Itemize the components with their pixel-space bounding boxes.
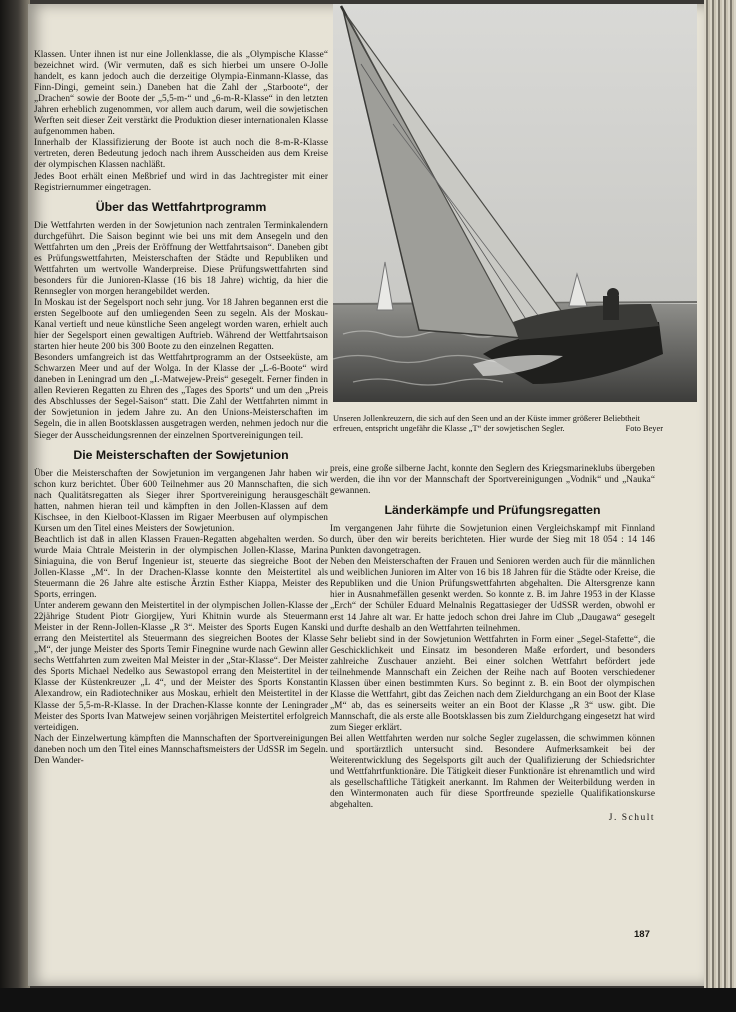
paragraph: Neben den Meisterschaften der Frauen und Senioren werden auch für die männlichen und weiblichen Junioren im Alter von 16 bis 18 Jahren für die Städte oder Kreise, die Republiken und die Union Prüfungswettfahrten abgehalten. Die Altersgrenze kann hier in Ausnahmefällen gesenkt werden. So konnte z. B. im Jahre 1953 in der Klasse „Erch“ der Schüler Eduard Melnalnis Regattasieger der UdSSR werden, obwohl er erst 14 Jahre alt war. Er hatte jedoch schon drei Jahre im Club „Daugawa“ gesegelt und durfte deshalb an den Wettfahrten teilnehmen.: [330, 557, 655, 634]
paragraph: Beachtlich ist daß in allen Klassen Frauen-Regatten abgehalten werden. So wurde Maia Chtrale Meisterin in der olympischen Jollen-Klasse, Marina Siniaguina, die von Beruf Ingenieur ist, steuerte das siegreiche Boot der Jollen-Klasse „M“. In der Drachen-Klasse konnte den Meistertitel als Steuermann die 26 Jahre alte estische Ärztin Esther Kiappa, Meister des Sports, erringen.: [34, 534, 328, 601]
caption-text: Unseren Jollenkreuzern, die sich auf den Seen und an der Küste immer größerer Beliebtheit erfreuen, entspricht ungefähr die Klasse „T“ der sowjetischen Segler.: [333, 414, 640, 434]
scan-binding-shadow: [0, 0, 30, 1012]
page-number: 187: [634, 929, 650, 940]
paragraph: Innerhalb der Klassifizierung der Boote ist auch noch die 8-m-R-Klasse vertreten, deren Bedeutung jedoch nach ihrem Ausscheiden aus dem Kreise der olympischen Klassen nachläßt.: [34, 138, 328, 171]
author-signature: J. Schult: [608, 813, 655, 824]
paragraph: Nach der Einzelwertung kämpften die Mannschaften der Sportvereinigungen daneben noch um den Titel eines Mannschaftsmeisters der UdSSR im Segeln. Den Wander-: [34, 733, 328, 766]
paragraph: Im vergangenen Jahr führte die Sowjetunion einen Vergleichskampf mit Finnland durch, über den wir bereits berichteten. Hier wurde der Sieg mit 18 054 : 14 146 Punkten davongetragen.: [330, 524, 655, 557]
paragraph: Sehr beliebt sind in der Sowjetunion Wettfahrten in Form einer „Segel-Stafette“, die Geschicklichkeit und Einsatz im besonderen Maße erfordert, und besonders zahlreiche Zuschauer anzieht. Bei einer solchen Wettfahrt befördert jede teilnehmende Mannschaft ein Zeichen der Reihe nach auf Booten verschiedener Klassen über einen bestimmten Kurs. So beginnt z. B. ein Boot der olympischen Klasse die Wettfahrt, gibt das Zeichen nach dem Zieldurchgang an ein Boot der Klase „M“ ab, das es seinerseits weiter an ein Boot der Klasse „R 3“ usw. gibt. Die Mannschaft, die als erste alle Bootsklassen bis zum Zieldurchgang eingesetzt hat wird zum Sieger erklärt.: [330, 634, 655, 733]
section-heading: Über das Wettfahrtprogramm: [95, 199, 267, 214]
section-heading: Länderkämpfe und Prüfungsregatten: [384, 503, 601, 518]
paragraph: Besonders umfangreich ist das Wettfahrtprogramm an der Ostseeküste, am Schwarzen Meer und auf der Wolga. In der Klasse der „L-6-Boote“ wird daneben in Leningrad um den „I.-Matwejew-Preis“ gesegelt. Ferner finden in allen Revieren Regatten zu Ehren des „Tages des Sports“ und um den „Preis des Abschlusses der Segel-Saison“ statt. Die Zahl der Wettfahrten nimmt in der Sowjetunion in jedem Jahre zu. An den Unions-Meisterschaften im Segeln, die in allen Bootsklassen ausgetragen werden, nehmen jedoch nur die Sieger der Ausscheidungsrennen der einzelnen Sportvereinigungen teil.: [34, 353, 328, 441]
paragraph: Über die Meisterschaften der Sowjetunion im vergangenen Jahr haben wir schon kurz berichtet. Über 600 Teilnehmer aus 20 Mannschaften, die sich nach Qualitätsregatten als Sieger ihrer Sportvereinigung herausgeschält hatten, nahmen hieran teil und kämpften in den Jollen-Klassen auf dem Kischsee, in den Kielboot-Klassen im Rigaer Meerbusen auf olympischen Kursen um den Titel eines Meisters der Sowjetunion.: [34, 468, 328, 534]
photo-caption: [333, 414, 663, 435]
right-column: [330, 464, 655, 823]
paragraph: Bei allen Wettfahrten werden nur solche Segler zugelassen, die schwimmen können und sportärztlich untersucht sind. Besondere Aufmerksamkeit bei der Weiterentwicklung des Segelsports gilt auch der Qualifizierung der Schiedsrichter und Wettfahrtfunktionäre. Die Tätigkeit dieser Funktionäre ist ehrenamtlich und wird als gesellschaftliche Tätigkeit anerkannt. Im Rahmen der Weiterbildung werden in den Wintermonaten auch für diese Sportfreunde spezielle Qualifikationskurse abgehalten.: [330, 734, 655, 811]
scan-page-edges: [704, 0, 736, 988]
left-column: [34, 50, 328, 767]
paragraph: Jedes Boot erhält einen Meßbrief und wird in das Jachtregister mit einer Registriernummer eingetragen.: [34, 171, 328, 193]
photo-credit: Foto Beyer: [625, 424, 663, 434]
paragraph: In Moskau ist der Segelsport noch sehr jung. Vor 18 Jahren begannen erst die ersten Segelboote auf den umliegenden Seen zu segeln. Als der Moskau-Kanal vertieft und neue künstliche Seen angelegt worden waren, erhielt auch hier der Segelsport einen gewaltigen Auftrieb. Während der Wettfahrtsaison starten hier heute 200 bis 300 Boote zu den einzelnen Regatten.: [34, 297, 328, 353]
section-heading: Die Meisterschaften der Sowjetunion: [73, 447, 289, 462]
paragraph: preis, eine große silberne Jacht, konnte den Seglern des Kriegsmarineklubs übergeben werden, die ihn vor der Mannschaft der Sportvereinigungen „Vodnik“ und „Nauka“ gewannen.: [330, 464, 655, 497]
scan-bottom-edge: [0, 988, 736, 1012]
paragraph: Unter anderem gewann den Meistertitel in der olympischen Jollen-Klasse der 22jährige Student Piotr Giorgijew, Yuri Khitnin wurde als Steuermann Meister in der Renn-Jollen-Klasse „R 3“. Meister des Sports Eugen Kanski errang den Meistertitel als Steuermann des siegreichen Bootes der Klasse „M“, der junge Meister des Sports Temir Finegnine wurde nach Gewinn aller sechs Wettfahrten zum zweiten Mal Meister in der „Star-Klasse“. Der Meister des Sports Michael Nedelko aus Sewastopol errang den Meistertitel in der Klasse der Küstenkreuzer „L 4“, und der Meister des Sports Konstantin Alexandrow, ein Radiotechniker aus Moskau, erhielt den Meistertitel in der Klasse der 5,5-m-R-Klasse. In der Drachen-Klasse konnte der Leningrader Meister des Sports Ivan Matwejew seinen vorjährigen Meistertitel erfolgreich verteidigen.: [34, 601, 328, 733]
paragraph: Klassen. Unter ihnen ist nur eine Jollenklasse, die als „Olympische Klasse“ bezeichnet wird. (Wir vermuten, daß es sich hierbei um unsere O-Jolle handelt, es kann jedoch auch die derzeitige Olympia-Einmann-Klasse, das Finn-Dingi, gemeint sein.) Daneben hat die Zahl der „Starboote“, der „Drachen“ sowie der Boote der „5,5-m-“ und „6-m-R-Klasse“ in den letzten Jahren erheblich zugenommen, vor allem auch darum, weil die sowjetischen Werften seit dieser Zeit verstärkt die Produktion dieser internationalen Klasse aufgenommen haben.: [34, 50, 328, 138]
magazine-page: [28, 4, 704, 986]
sailing-photo: [333, 4, 697, 402]
paragraph: Die Wettfahrten werden in der Sowjetunion nach zentralen Terminkalendern durchgeführt. Die Saison beginnt wie bei uns mit dem Ansegeln und den Wettfahrten um den „Preis der Eröffnung der Wettfahrtsaison“. Daneben gibt es Prüfungswettfahrten, Meisterschaften der Städte und Republiken und Wettfahrten um wertvolle Wanderpreise. Diese Prüfungswettfahrten sind besonders für die Junioren-Klasse (16 bis 18 Jahre) wichtig, da hier die Rennsegler von morgen herangebildet werden.: [34, 220, 328, 297]
sailboat-photo-illustration: [333, 4, 697, 402]
